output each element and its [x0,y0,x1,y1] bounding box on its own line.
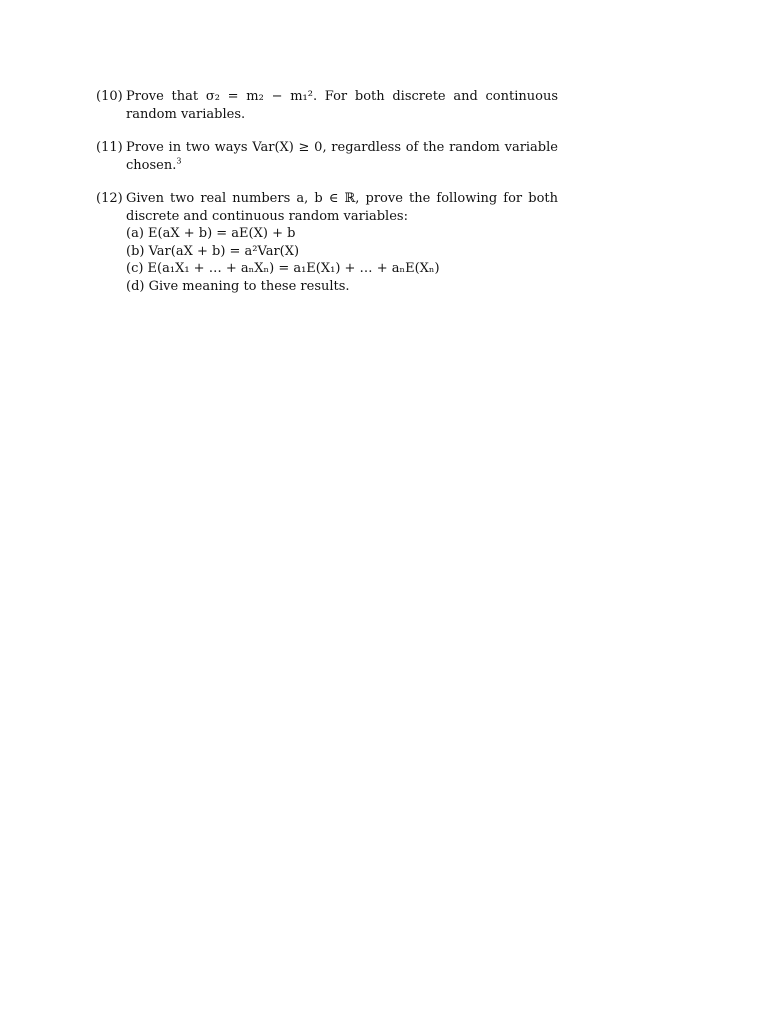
problem-number: (11) [96,140,123,155]
problem-12 [96,190,558,295]
sub-part-b: (b) Var(aX + b) = a²Var(X) [126,243,300,259]
problem-number: (10) [96,89,123,104]
problem-text: Prove that σ₂ = m₂ − m₁². For both discrete and continuous random variables. [126,89,558,122]
problem-text: Given two real numbers a, b ∈ ℝ, prove the following for both discrete and continuous random variables: [126,191,558,224]
problem-11 [96,139,558,174]
footnote-marker: 3 [176,156,182,166]
sub-part-c: (c) E(a₁X₁ + … + aₙXₙ) = a₁E(X₁) + … + aₙE(Xₙ) [126,261,440,276]
sub-part-a: (a) E(aX + b) = aE(X) + b [126,226,296,241]
sub-part-d: (d) Give meaning to these results. [126,278,350,294]
problem-10 [96,88,558,123]
problem-text: Prove in two ways Var(X) ≥ 0, regardless of the random variable chosen. [126,140,558,173]
document-page [96,88,558,311]
problem-number: (12) [96,191,123,206]
